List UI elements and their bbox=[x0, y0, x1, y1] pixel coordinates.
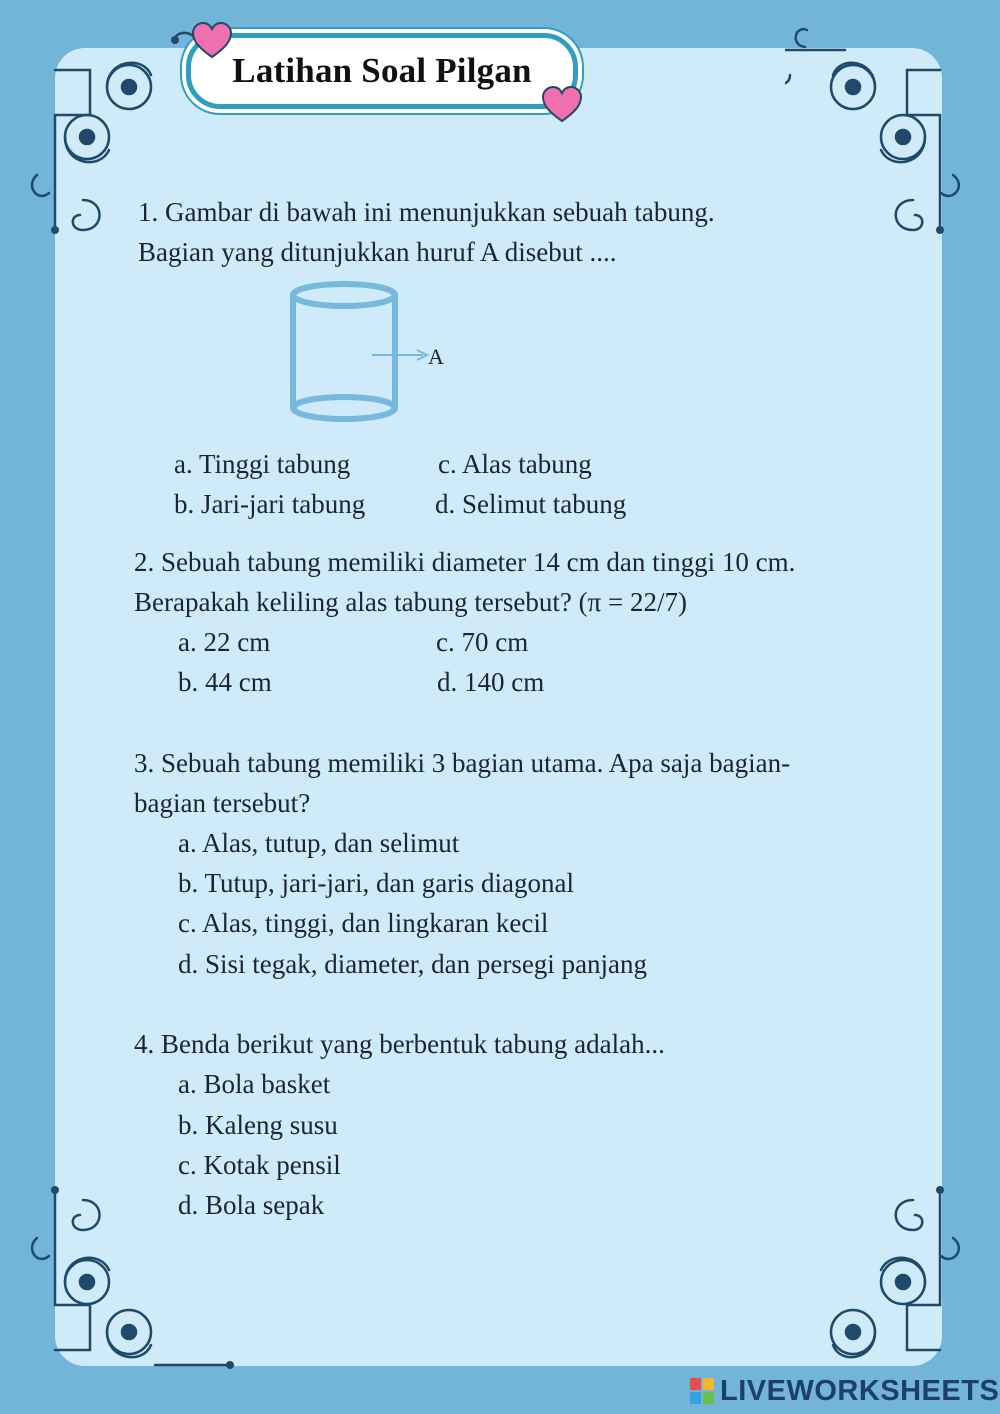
q3-option-c[interactable]: c. Alas, tinggi, dan lingkaran kecil bbox=[178, 908, 549, 938]
q1-option-c[interactable]: c. Alas tabung bbox=[438, 449, 592, 479]
question-1-line-1: 1. Gambar di bawah ini menunjukkan sebuah tabung. bbox=[138, 197, 715, 227]
liveworksheets-watermark[interactable] bbox=[690, 1374, 999, 1408]
q2-option-a[interactable]: a. 22 cm bbox=[178, 627, 271, 657]
question-3-line-1: 3. Sebuah tabung memiliki 3 bagian utama. Apa saja bagian- bbox=[134, 748, 791, 778]
question-4-line-1: 4. Benda berikut yang berbentuk tabung adalah... bbox=[134, 1029, 665, 1059]
q3-option-a[interactable]: a. Alas, tutup, dan selimut bbox=[178, 828, 460, 858]
q4-option-d[interactable]: d. Bola sepak bbox=[178, 1190, 325, 1220]
liveworksheets-logo-icon bbox=[690, 1378, 714, 1404]
q2-option-d[interactable]: d. 140 cm bbox=[437, 667, 545, 697]
swirl-ornament-bottom-right-icon bbox=[785, 1160, 975, 1390]
title-banner bbox=[186, 33, 578, 109]
page-title: Latihan Soal Pilgan bbox=[232, 51, 532, 90]
q4-option-b[interactable]: b. Kaleng susu bbox=[178, 1110, 338, 1140]
q3-option-b[interactable]: b. Tutup, jari-jari, dan garis diagonal bbox=[178, 868, 574, 898]
question-3-line-2: bagian tersebut? bbox=[134, 788, 311, 818]
q4-option-a[interactable]: a. Bola basket bbox=[178, 1069, 331, 1099]
question-2-line-1: 2. Sebuah tabung memiliki diameter 14 cm dan tinggi 10 cm. bbox=[134, 547, 796, 577]
diagram-label-a: A bbox=[428, 344, 444, 369]
q2-option-b[interactable]: b. 44 cm bbox=[178, 667, 272, 697]
watermark-text: LIVEWORKSHEETS bbox=[720, 1374, 1000, 1407]
q1-option-b[interactable]: b. Jari-jari tabung bbox=[174, 489, 366, 519]
cylinder-diagram-icon bbox=[285, 280, 485, 430]
q1-option-a[interactable]: a. Tinggi tabung bbox=[174, 449, 351, 479]
q1-option-d[interactable]: d. Selimut tabung bbox=[435, 489, 627, 519]
q2-option-c[interactable]: c. 70 cm bbox=[436, 627, 529, 657]
question-2-line-2: Berapakah keliling alas tabung tersebut? (π = 22/7) bbox=[134, 587, 687, 617]
arrow-right-icon bbox=[372, 350, 427, 360]
q4-option-c[interactable]: c. Kotak pensil bbox=[178, 1150, 341, 1180]
question-1-line-2: Bagian yang ditunjukkan huruf A disebut .... bbox=[138, 237, 617, 267]
q3-option-d[interactable]: d. Sisi tegak, diameter, dan persegi panjang bbox=[178, 949, 648, 979]
swirl-ornament-top-right-icon bbox=[785, 25, 975, 275]
heart-icon bbox=[541, 86, 583, 124]
heart-icon bbox=[191, 22, 233, 60]
